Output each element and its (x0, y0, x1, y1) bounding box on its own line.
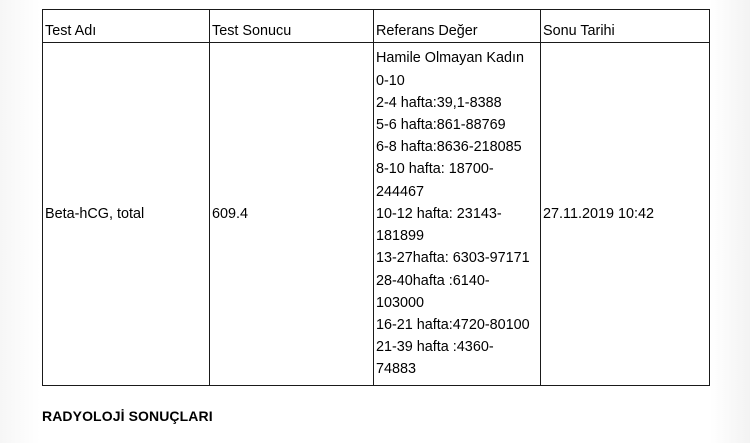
reference-line: 8-10 hafta: 18700- (376, 161, 494, 178)
reference-line: 244467 (376, 183, 425, 200)
header-reference-value: Referans Değer (374, 10, 541, 43)
reference-line: 0-10 (376, 72, 405, 89)
header-test-result: Test Sonucu (210, 10, 374, 43)
reference-line: 181899 (376, 228, 425, 245)
header-result-date: Sonu Tarihi (541, 10, 710, 43)
table-row (43, 43, 710, 386)
radiology-section-title: RADYOLOJİ SONUÇLARI (42, 408, 213, 424)
table-header-row (43, 10, 710, 43)
cell-reference-value (374, 43, 541, 386)
cell-test-result: 609.4 (210, 43, 374, 386)
reference-line: 5-6 hafta:861-88769 (376, 117, 506, 134)
reference-line: Hamile Olmayan Kadın (376, 50, 524, 67)
lab-results-table (42, 9, 710, 386)
cell-test-name: Beta-hCG, total (43, 43, 210, 386)
header-test-name: Test Adı (43, 10, 210, 43)
reference-line: 21-39 hafta :4360- (376, 339, 494, 356)
reference-line: 74883 (376, 361, 417, 378)
reference-line: 10-12 hafta: 23143- (376, 205, 502, 222)
reference-line: 13-27hafta: 6303-97171 (376, 250, 530, 267)
reference-line: 2-4 hafta:39,1-8388 (376, 94, 502, 111)
reference-line: 28-40hafta :6140- (376, 272, 490, 289)
reference-line: 103000 (376, 294, 425, 311)
cell-result-date: 27.11.2019 10:42 (541, 43, 710, 386)
reference-range-list (376, 47, 540, 380)
reference-line: 16-21 hafta:4720-80100 (376, 316, 530, 333)
reference-line: 6-8 hafta:8636-218085 (376, 139, 522, 156)
